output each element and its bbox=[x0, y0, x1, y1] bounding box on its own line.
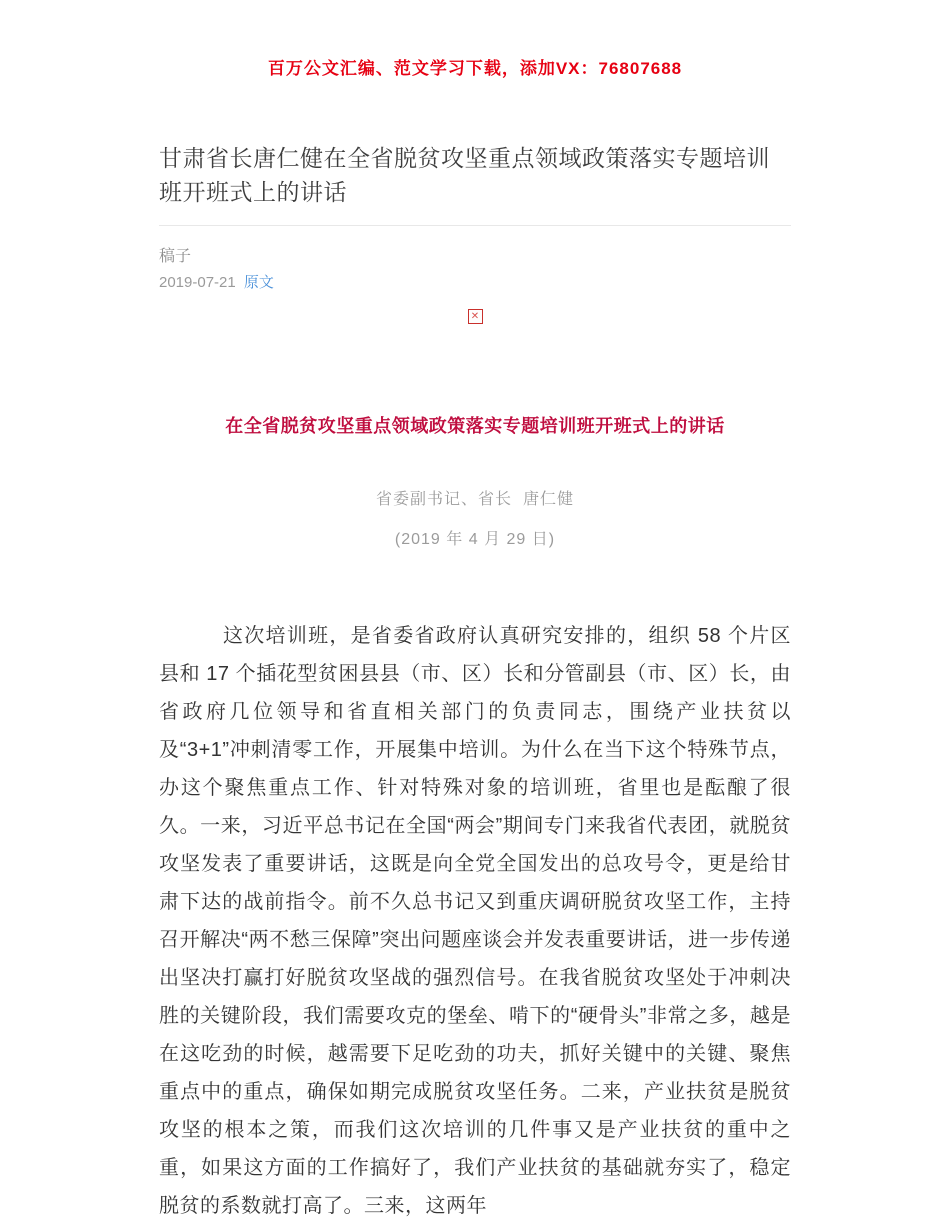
article-container bbox=[159, 141, 791, 1225]
broken-image-icon: ✕ bbox=[468, 309, 483, 324]
image-placeholder bbox=[159, 306, 791, 324]
date-row bbox=[159, 272, 791, 294]
original-source-link[interactable]: 原文 bbox=[243, 274, 274, 291]
speech-date: (2019 年 4 月 29 日) bbox=[394, 531, 556, 548]
publish-date: 2019-07-21 bbox=[159, 274, 236, 291]
speech-paragraph: 这次培训班，是省委省政府认真研究安排的，组织 58 个片区县和 17 个插花型贫困县县（市、区）长和分管副县（市、区）长，由省政府几位领导和省直相关部门的负责同志，围绕产业扶贫以及“3+1”冲刺清零工作，开展集中培训。为什么在当下这个特殊节点，办这个聚焦重点工作、针对特殊对象的培训班，省里也是酝酿了很久。一来，习近平总书记在全国“两会”期间专门来我省代表团，就脱贫攻坚发表了重要讲话，这既是向全党全国发出的总攻号令，更是给甘肃下达的战前指令。前不久总书记又到重庆调研脱贫攻坚工作，主持召开解决“两不愁三保障”突出问题座谈会并发表重要讲话，进一步传递出坚决打赢打好脱贫攻坚战的强烈信号。在我省脱贫攻坚处于冲刺决胜的关键阶段，我们需要攻克的堡垒、啃下的“硬骨头”非常之多，越是在这吃劲的时候，越需要下足吃劲的功夫，抓好关键中的关键、聚焦重点中的重点，确保如期完成脱贫攻坚任务。二来，产业扶贫是脱贫攻坚的根本之策，而我们这次培训的几件事又是产业扶贫的重中之重，如果这方面的工作搞好了，我们产业扶贫的基础就夯实了，稳定脱贫的系数就打高了。三来，这两年 bbox=[159, 625, 791, 1217]
article-meta bbox=[159, 246, 791, 294]
speaker-byline: 省委副书记、省长 唐仁健 bbox=[376, 491, 574, 508]
page-title: 甘肃省长唐仁健在全省脱贫攻坚重点领域政策落实专题培训班开班式上的讲话 bbox=[159, 145, 770, 205]
author-name: 稿子 bbox=[159, 248, 192, 265]
speech-title: 在全省脱贫攻坚重点领域政策落实专题培训班开班式上的讲话 bbox=[225, 416, 725, 436]
promo-banner: 百万公文汇编、范文学习下载，添加VX：76807688 bbox=[267, 59, 683, 78]
title-divider bbox=[159, 225, 791, 226]
